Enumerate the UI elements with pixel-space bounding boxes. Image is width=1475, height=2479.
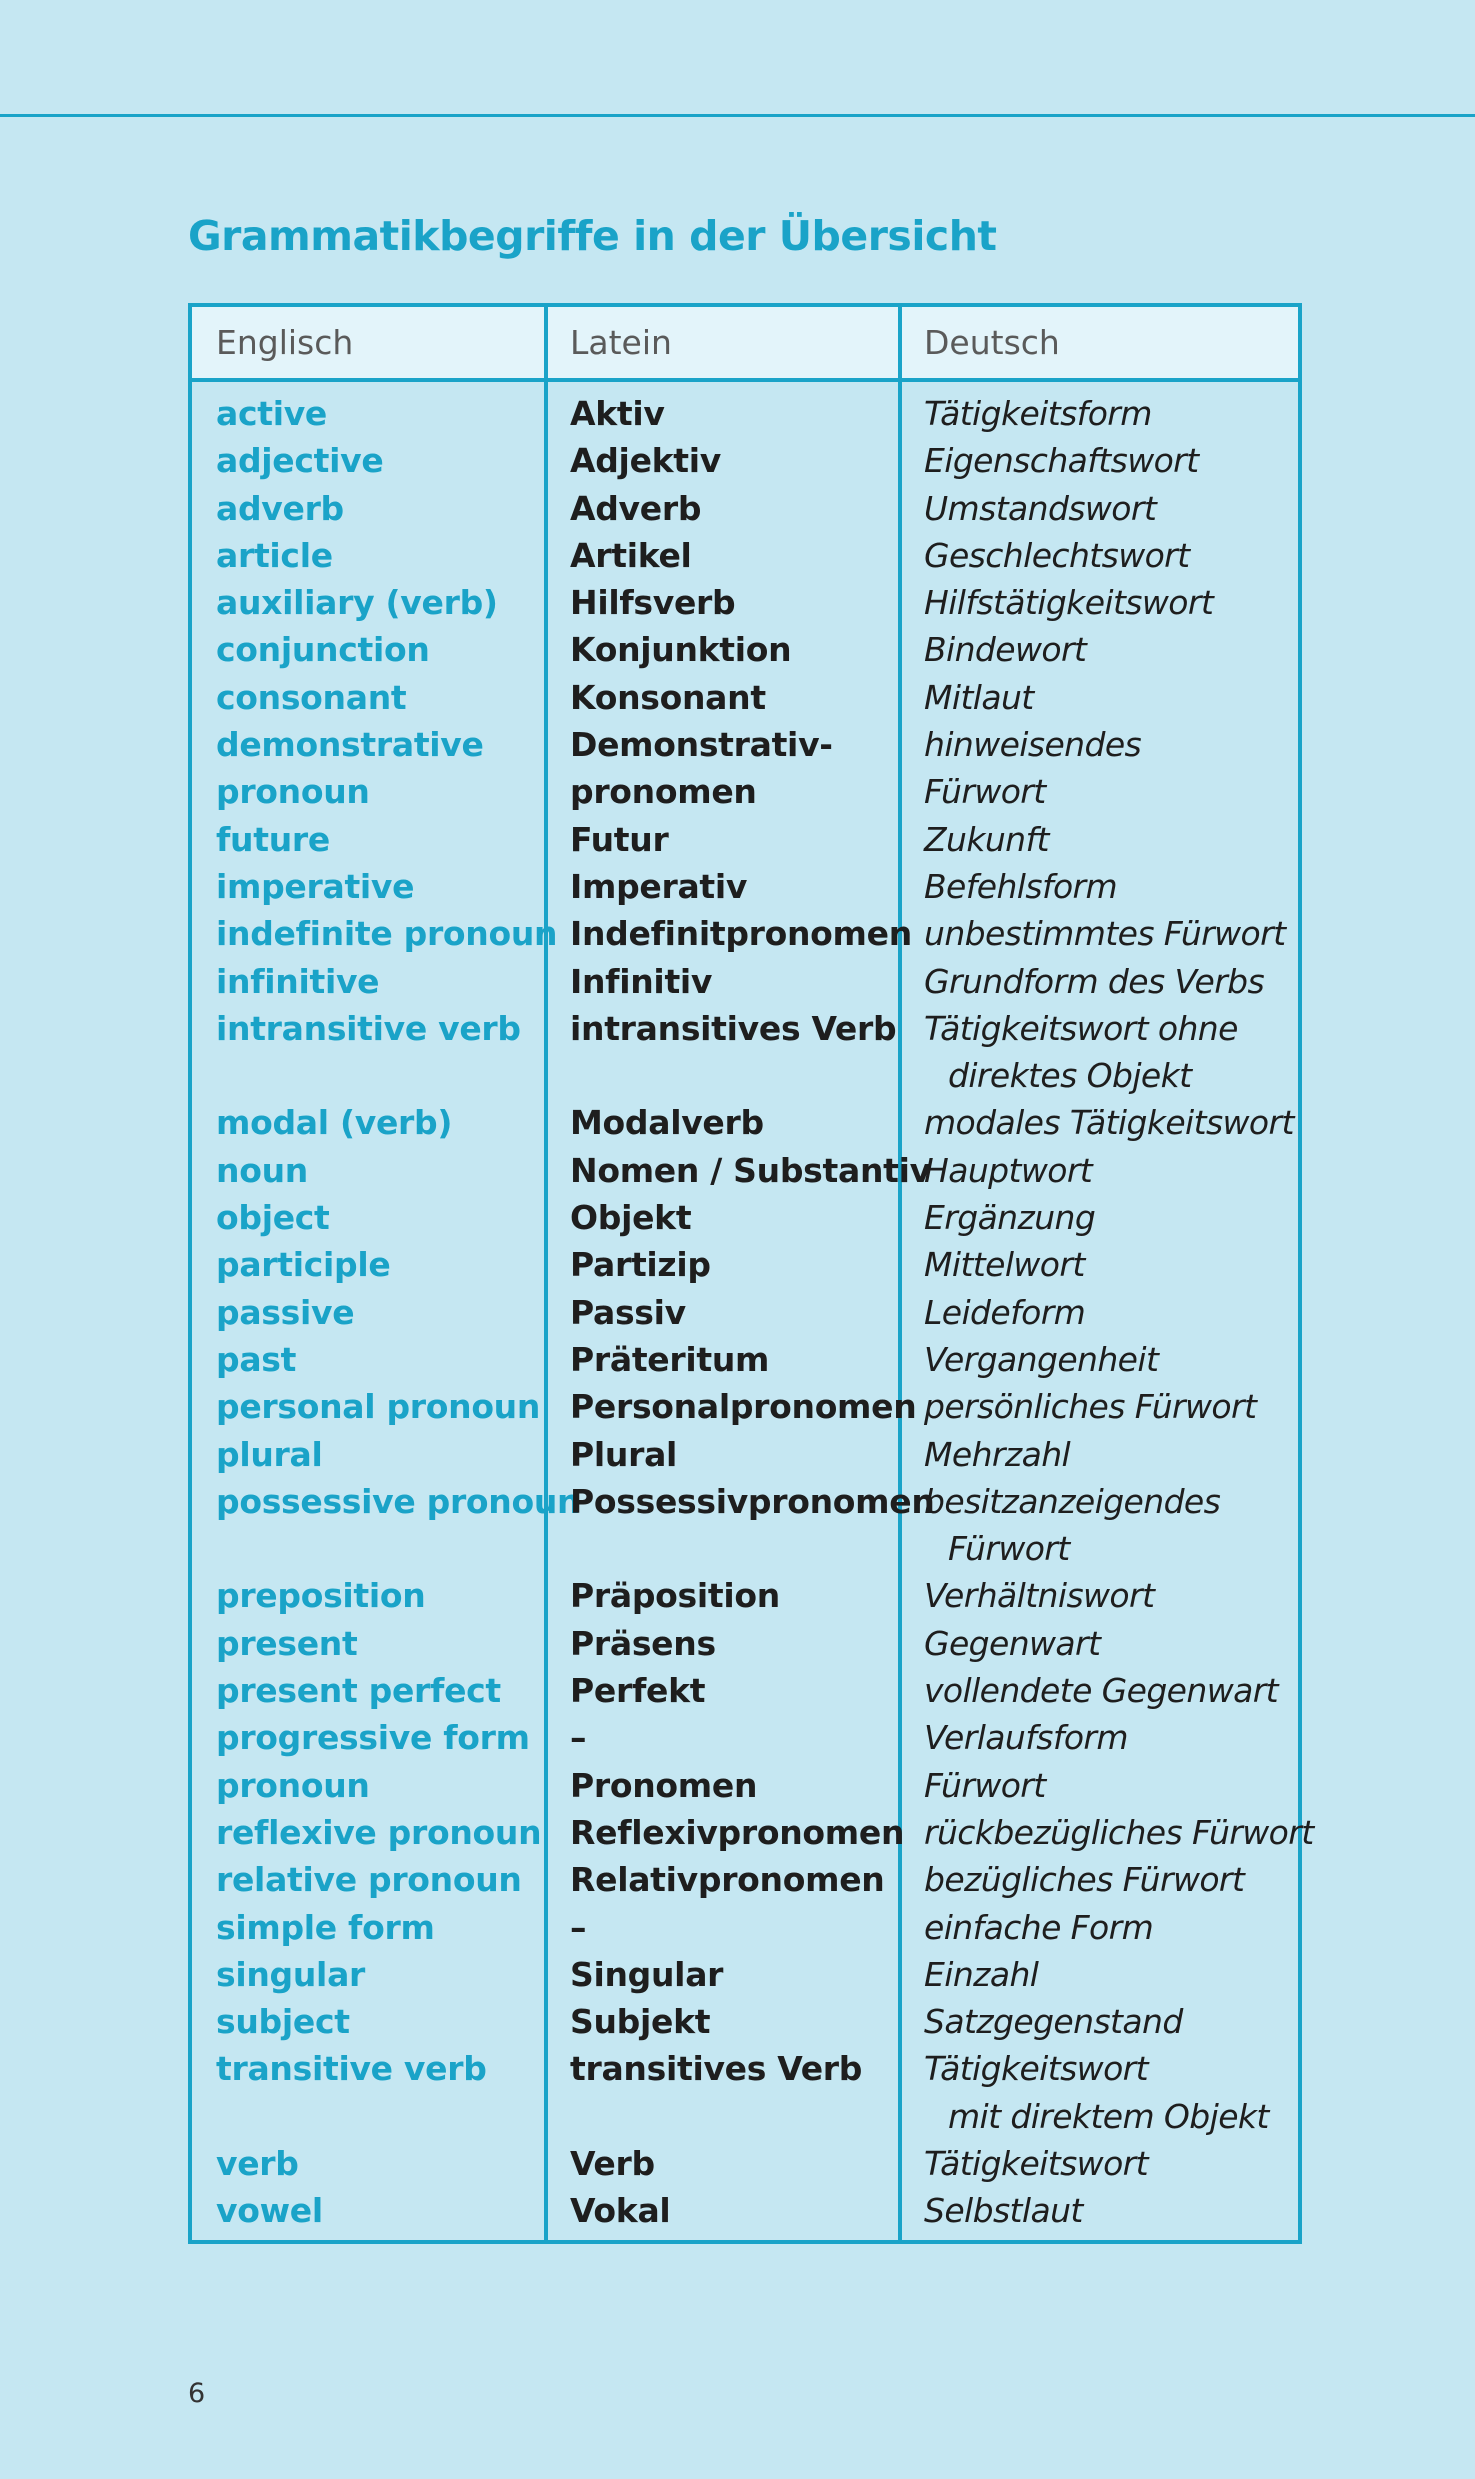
term-latin: Artikel bbox=[570, 535, 692, 575]
term-english: modal (verb) bbox=[216, 1103, 453, 1143]
term-english: future bbox=[216, 819, 330, 859]
table-row bbox=[192, 2140, 1298, 2187]
table-row bbox=[192, 674, 1298, 721]
term-latin: – bbox=[570, 1718, 587, 1758]
table-row bbox=[192, 1099, 1298, 1146]
table-row bbox=[192, 1241, 1298, 1288]
term-latin: Konsonant bbox=[570, 677, 766, 717]
table-row bbox=[192, 1856, 1298, 1903]
table-row bbox=[192, 1572, 1298, 1619]
table-row bbox=[192, 2045, 1298, 2140]
term-latin: Personalpronomen bbox=[570, 1387, 917, 1427]
term-latin: Subjekt bbox=[570, 2002, 711, 2042]
term-latin: Präposition bbox=[570, 1576, 780, 1616]
term-german bbox=[924, 1809, 1314, 1856]
term-english: object bbox=[216, 1198, 330, 1238]
term-latin: pronomen bbox=[570, 772, 757, 812]
term-english: consonant bbox=[216, 677, 407, 717]
term-english: present bbox=[216, 1623, 358, 1663]
table-row bbox=[192, 1289, 1298, 1336]
top-rule bbox=[0, 114, 1475, 117]
term-english: verb bbox=[216, 2143, 299, 2183]
term-latin: Konjunktion bbox=[570, 630, 792, 670]
term-german bbox=[924, 1620, 1100, 1667]
term-german bbox=[924, 1478, 1220, 1573]
term-german bbox=[924, 1856, 1244, 1903]
term-german-line: Verhältniswort bbox=[924, 1576, 1155, 1616]
table-row bbox=[192, 768, 1298, 815]
table-row bbox=[192, 1194, 1298, 1241]
term-german-line: Tätigkeitswort bbox=[924, 2049, 1148, 2089]
term-german-line: Mitlaut bbox=[924, 677, 1034, 717]
term-german bbox=[924, 1383, 1256, 1430]
term-german bbox=[924, 579, 1213, 626]
table-row bbox=[192, 1714, 1298, 1761]
table-header bbox=[192, 307, 1298, 382]
term-german-line: rückbezügliches Fürwort bbox=[924, 1812, 1314, 1852]
term-german bbox=[924, 1005, 1238, 1100]
term-german-line: Befehlsform bbox=[924, 866, 1118, 906]
term-latin: – bbox=[570, 1907, 587, 1947]
term-german-line: einfache Form bbox=[924, 1907, 1154, 1947]
table-row bbox=[192, 1667, 1298, 1714]
term-german-line: persönliches Fürwort bbox=[924, 1387, 1257, 1427]
term-english: adjective bbox=[216, 441, 384, 481]
term-english: progressive form bbox=[216, 1718, 530, 1758]
term-english: article bbox=[216, 535, 333, 575]
term-german bbox=[924, 437, 1199, 484]
term-english: plural bbox=[216, 1434, 323, 1474]
term-german-line: Satzgegenstand bbox=[924, 2002, 1183, 2042]
term-german-line: modales Tätigkeitswort bbox=[924, 1103, 1294, 1143]
term-german bbox=[924, 1431, 1070, 1478]
term-english: vowel bbox=[216, 2191, 323, 2231]
term-german-line: Umstandswort bbox=[924, 488, 1157, 528]
term-german-line: Hilfstätigkeitswort bbox=[924, 583, 1214, 623]
term-latin: Vokal bbox=[570, 2191, 671, 2231]
term-english: past bbox=[216, 1339, 297, 1379]
term-german bbox=[924, 1099, 1294, 1146]
term-german bbox=[924, 1714, 1128, 1761]
term-german bbox=[924, 2187, 1083, 2234]
table-row bbox=[192, 1620, 1298, 1667]
term-latin: transitives Verb bbox=[570, 2049, 863, 2089]
term-latin: Nomen / Substantiv bbox=[570, 1150, 931, 1190]
term-german-line: Fürwort bbox=[948, 1529, 1070, 1569]
term-german-line: Fürwort bbox=[924, 1765, 1046, 1805]
table-row bbox=[192, 437, 1298, 484]
table-row bbox=[192, 1998, 1298, 2045]
term-english: indefinite pronoun bbox=[216, 914, 558, 954]
term-english: personal pronoun bbox=[216, 1387, 541, 1427]
term-german bbox=[924, 721, 1141, 768]
term-latin: Adjektiv bbox=[570, 441, 721, 481]
term-german-line: direktes Objekt bbox=[948, 1056, 1192, 1096]
term-german-line: vollendete Gegenwart bbox=[924, 1671, 1279, 1711]
table-row bbox=[192, 1383, 1298, 1430]
term-german bbox=[924, 1762, 1046, 1809]
term-latin: Plural bbox=[570, 1434, 678, 1474]
term-latin: Reflexivpronomen bbox=[570, 1812, 905, 1852]
term-latin: Indefinitpronomen bbox=[570, 914, 912, 954]
term-german-line: Gegenwart bbox=[924, 1623, 1101, 1663]
table-row bbox=[192, 721, 1298, 768]
term-english: relative pronoun bbox=[216, 1860, 522, 1900]
term-english: adverb bbox=[216, 488, 344, 528]
term-german bbox=[924, 532, 1189, 579]
header-english: Englisch bbox=[216, 323, 354, 362]
term-german bbox=[924, 816, 1049, 863]
term-latin: Futur bbox=[570, 819, 669, 859]
table-row bbox=[192, 816, 1298, 863]
term-english: participle bbox=[216, 1245, 391, 1285]
term-german-line: Ergänzung bbox=[924, 1198, 1096, 1238]
term-english: subject bbox=[216, 2002, 350, 2042]
term-german-line: Tätigkeitswort bbox=[924, 2143, 1148, 2183]
term-german-line: Zukunft bbox=[924, 819, 1049, 859]
table-row bbox=[192, 863, 1298, 910]
term-german bbox=[924, 863, 1117, 910]
term-english: pronoun bbox=[216, 1765, 370, 1805]
term-german-line: Vergangenheit bbox=[924, 1339, 1159, 1379]
term-latin: Pronomen bbox=[570, 1765, 758, 1805]
term-english: infinitive bbox=[216, 961, 380, 1001]
term-german bbox=[924, 1147, 1092, 1194]
term-german-line: Fürwort bbox=[924, 772, 1046, 812]
term-german-line: Bindewort bbox=[924, 630, 1087, 670]
term-english: pronoun bbox=[216, 772, 370, 812]
table-row bbox=[192, 1904, 1298, 1951]
table-row bbox=[192, 910, 1298, 957]
term-latin: Imperativ bbox=[570, 866, 748, 906]
term-latin: Modalverb bbox=[570, 1103, 764, 1143]
term-german-line: Tätigkeitsform bbox=[924, 394, 1152, 433]
table-row bbox=[192, 626, 1298, 673]
term-german bbox=[924, 2140, 1148, 2187]
term-english: present perfect bbox=[216, 1671, 501, 1711]
term-english: reflexive pronoun bbox=[216, 1812, 542, 1852]
term-german bbox=[924, 1289, 1085, 1336]
table-row bbox=[192, 1951, 1298, 1998]
term-latin: Perfekt bbox=[570, 1671, 706, 1711]
term-english: possessive pronoun bbox=[216, 1481, 581, 1521]
term-latin: Relativpronomen bbox=[570, 1860, 885, 1900]
term-english: transitive verb bbox=[216, 2049, 487, 2089]
table-row bbox=[192, 532, 1298, 579]
table-row bbox=[192, 958, 1298, 1005]
term-german-line: hinweisendes bbox=[924, 725, 1142, 765]
term-german-line: Hauptwort bbox=[924, 1150, 1093, 1190]
term-german bbox=[924, 2045, 1269, 2140]
term-german-line: besitzanzeigendes bbox=[924, 1481, 1221, 1521]
term-german bbox=[924, 1998, 1183, 2045]
term-german-line: unbestimmtes Fürwort bbox=[924, 914, 1286, 954]
term-german-line: Leideform bbox=[924, 1292, 1086, 1332]
table-row bbox=[192, 1147, 1298, 1194]
term-german bbox=[924, 485, 1156, 532]
table-row bbox=[192, 1478, 1298, 1573]
table-row bbox=[192, 2187, 1298, 2234]
table-row bbox=[192, 1809, 1314, 1856]
term-latin: Objekt bbox=[570, 1198, 692, 1238]
term-german-line: Verlaufsform bbox=[924, 1718, 1128, 1758]
table-row bbox=[192, 1762, 1298, 1809]
term-german bbox=[924, 768, 1046, 815]
term-latin: Präteritum bbox=[570, 1339, 770, 1379]
term-english: active bbox=[216, 394, 328, 433]
term-german bbox=[924, 626, 1086, 673]
page-number: 6 bbox=[188, 2378, 206, 2409]
term-german-line: Grundform des Verbs bbox=[924, 961, 1265, 1001]
term-german-line: Einzahl bbox=[924, 1954, 1039, 1994]
table-row bbox=[192, 1005, 1298, 1100]
term-german bbox=[924, 1336, 1158, 1383]
header-latin: Latein bbox=[570, 323, 672, 362]
term-latin: Singular bbox=[570, 1954, 724, 1994]
table-row bbox=[192, 1431, 1298, 1478]
term-latin: Hilfsverb bbox=[570, 583, 736, 623]
term-english: simple form bbox=[216, 1907, 435, 1947]
term-latin: Adverb bbox=[570, 488, 702, 528]
term-german-line: Geschlechtswort bbox=[924, 535, 1190, 575]
term-german bbox=[924, 1904, 1153, 1951]
header-german: Deutsch bbox=[924, 323, 1060, 362]
table-row bbox=[192, 485, 1298, 532]
term-german bbox=[924, 1572, 1154, 1619]
term-german bbox=[924, 958, 1264, 1005]
term-german-line: Selbstlaut bbox=[924, 2191, 1083, 2231]
term-german bbox=[924, 1194, 1095, 1241]
term-english: auxiliary (verb) bbox=[216, 583, 498, 623]
table-body bbox=[192, 390, 1314, 2235]
term-english: noun bbox=[216, 1150, 308, 1190]
term-german-line: Tätigkeitswort ohne bbox=[924, 1008, 1238, 1048]
term-latin: Präsens bbox=[570, 1623, 716, 1663]
table-row bbox=[192, 390, 1298, 437]
term-english: demonstrative bbox=[216, 725, 484, 765]
term-latin: Demonstrativ- bbox=[570, 725, 833, 765]
term-english: singular bbox=[216, 1954, 366, 1994]
term-german-line: mit direktem Objekt bbox=[948, 2096, 1269, 2136]
term-english: imperative bbox=[216, 866, 415, 906]
term-german bbox=[924, 1667, 1278, 1714]
term-german-line: Mittelwort bbox=[924, 1245, 1085, 1285]
term-german bbox=[924, 1241, 1085, 1288]
term-latin: Verb bbox=[570, 2143, 655, 2183]
table-row bbox=[192, 579, 1298, 626]
term-german bbox=[924, 1951, 1038, 1998]
glossary-table bbox=[188, 303, 1314, 2244]
term-german bbox=[924, 390, 1152, 437]
term-latin: Aktiv bbox=[570, 394, 665, 433]
term-english: passive bbox=[216, 1292, 355, 1332]
term-latin: Passiv bbox=[570, 1292, 686, 1332]
term-german-line: Mehrzahl bbox=[924, 1434, 1071, 1474]
table-row bbox=[192, 1336, 1298, 1383]
page-title: Grammatikbegriffe in der Übersicht bbox=[188, 212, 997, 260]
term-german-line: bezügliches Fürwort bbox=[924, 1860, 1245, 1900]
term-latin: Infinitiv bbox=[570, 961, 713, 1001]
term-english: preposition bbox=[216, 1576, 426, 1616]
term-english: conjunction bbox=[216, 630, 430, 670]
term-english: intransitive verb bbox=[216, 1008, 521, 1048]
term-latin: Possessivpronomen bbox=[570, 1481, 935, 1521]
term-german bbox=[924, 910, 1285, 957]
term-german-line: Eigenschaftswort bbox=[924, 441, 1199, 481]
term-german bbox=[924, 674, 1034, 721]
term-latin: Partizip bbox=[570, 1245, 711, 1285]
term-latin: intransitives Verb bbox=[570, 1008, 897, 1048]
